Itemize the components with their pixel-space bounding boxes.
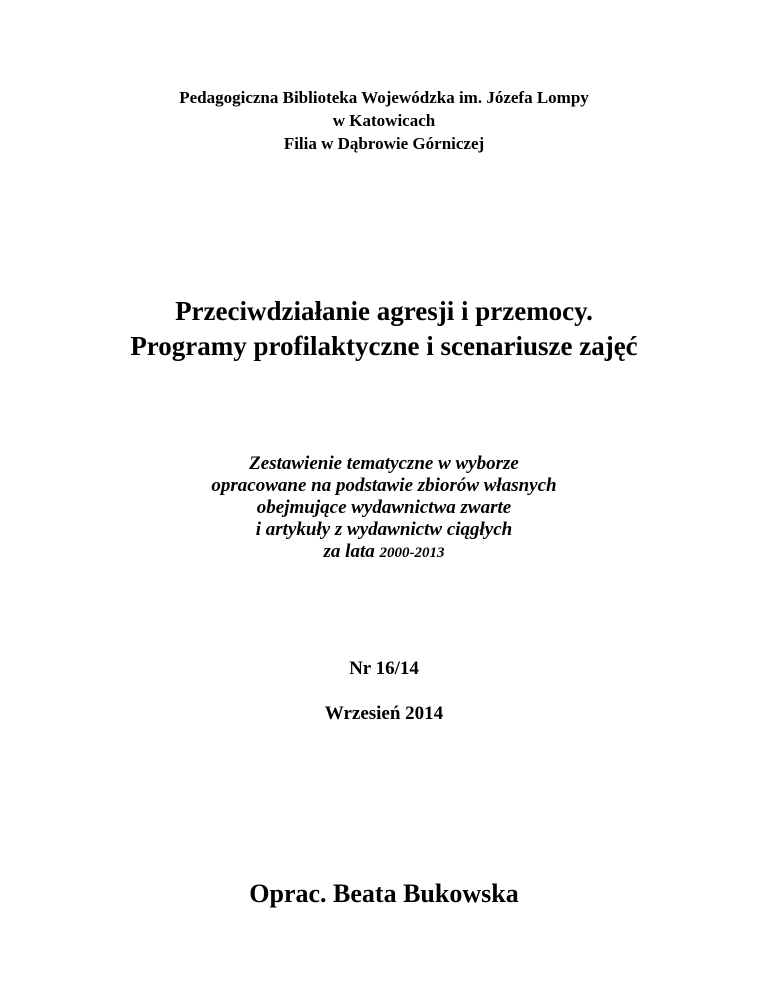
issue-date: Wrzesień 2014 [324,703,444,724]
subtitle-line-3: obejmujące wydawnictwa zwarte [256,497,512,518]
title-line-2: Programy profilaktyczne i scenariusze zajęć [130,331,638,361]
document-subtitle [0,453,768,564]
institution-name: Pedagogiczna Biblioteka Wojewódzka im. Józefa Lompy [179,88,589,107]
subtitle-line-1: Zestawienie tematyczne w wyborze [249,453,519,474]
document-title [0,294,768,364]
subtitle-years: 2000-2013 [379,545,445,561]
issue-number: Nr 16/14 [349,658,419,679]
subtitle-line-5 [0,541,768,564]
subtitle-line-2: opracowane na podstawie zbiorów własnych [211,475,557,496]
subtitle-line-4: i artykuły z wydawnictw ciągłych [255,519,513,540]
author: Oprac. Beata Bukowska [249,879,519,908]
institution-city: w Katowicach [332,111,436,130]
subtitle-years-prefix: za lata [323,541,375,562]
title-line-1: Przeciwdziałanie agresji i przemocy. [175,296,593,326]
institution-header [0,86,768,155]
institution-branch: Filia w Dąbrowie Górniczej [283,134,485,153]
